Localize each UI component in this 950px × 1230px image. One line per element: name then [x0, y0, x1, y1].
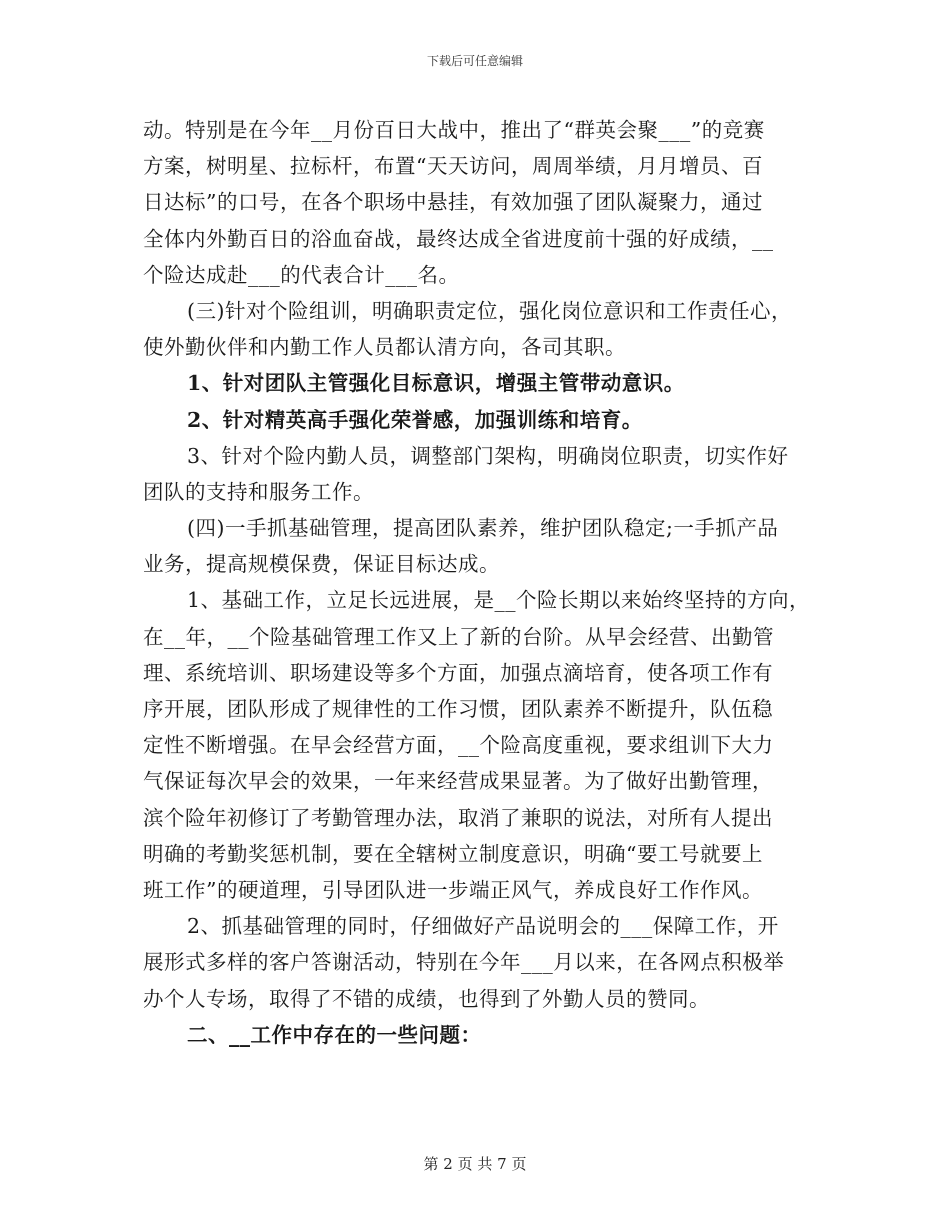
list-item: 1、基础工作，立足长远进展，是__个险长期以来始终坚持的方向，: [187, 588, 811, 613]
body-line: 使外勤伙伴和内勤工作人员都认清方向，各司其职。: [143, 335, 626, 360]
body-line: 明确的考勤奖惩机制，要在全辖树立制度意识，明确“要工号就要上: [143, 841, 763, 866]
body-line: 定性不断增强。在早会经营方面，__个险高度重视，要求组训下大力: [143, 733, 774, 758]
body-line: 日达标”的口号，在各个职场中悬挂，有效加强了团队凝聚力，通过: [143, 190, 763, 215]
body-line: 在__年，__个险基础管理工作又上了新的台阶。从早会经营、出勤管: [143, 624, 774, 649]
list-item: 2、抓基础管理的同时，仔细做好产品说明会的___保障工作，开: [187, 914, 779, 939]
body-line: 序开展，团队形成了规律性的工作习惯，团队素养不断提升，队伍稳: [143, 697, 773, 721]
section-heading: 二、__工作中存在的一些问题：: [187, 1022, 482, 1047]
body-line: 理、系统培训、职场建设等多个方面，加强点滴培育，使各项工作有: [143, 660, 773, 685]
document-body: [143, 112, 823, 1053]
section-heading: (四)一手抓基础管理，提高团队素养，维护团队稳定;一手抓产品: [187, 516, 779, 541]
body-line: 气保证每次早会的效果，一年来经营成果显著。为了做好出勤管理，: [143, 769, 773, 794]
body-line: 滨个险年初修订了考勤管理办法，取消了兼职的说法，对所有人提出: [143, 805, 773, 830]
body-line: 个险达成赴___的代表合计___名。: [143, 262, 460, 287]
body-line: 班工作”的硬道理，引导团队进一步端正风气，养成良好工作作风。: [143, 877, 763, 902]
body-line: 方案，树明星、拉标杆，布置“天天访问，周周举绩，月月增员、百: [143, 154, 763, 179]
bold-list-item: 1、针对团队主管强化目标意识，增强主管带动意识。: [187, 371, 685, 396]
body-line: 动。特别是在今年__月份百日大战中，推出了“群英会聚___”的竞赛: [143, 118, 765, 142]
body-line: 办个人专场，取得了不错的成绩，也得到了外勤人员的赞同。: [143, 986, 710, 1011]
bold-list-item: 2、针对精英高手强化荣誉感，加强训练和培育。: [187, 407, 643, 432]
body-line: 全体内外勤百日的浴血奋战，最终达成全省进度前十强的好成绩，__: [143, 226, 774, 251]
body-line: 展形式多样的客户答谢活动，特别在今年___月以来，在各网点积极举: [143, 950, 785, 975]
header-note: 下载后可任意编辑: [426, 54, 523, 68]
body-line: 业务，提高规模保费，保证目标达成。: [143, 552, 500, 577]
page-number: 第 2 页 共 7 页: [423, 1155, 527, 1173]
body-line: 团队的支持和服务工作。: [143, 479, 374, 504]
list-item: 3、针对个险内勤人员，调整部门架构，明确岗位职责，切实作好: [187, 443, 789, 468]
section-heading: (三)针对个险组训，明确职责定位，强化岗位意识和工作责任心，: [187, 298, 792, 323]
